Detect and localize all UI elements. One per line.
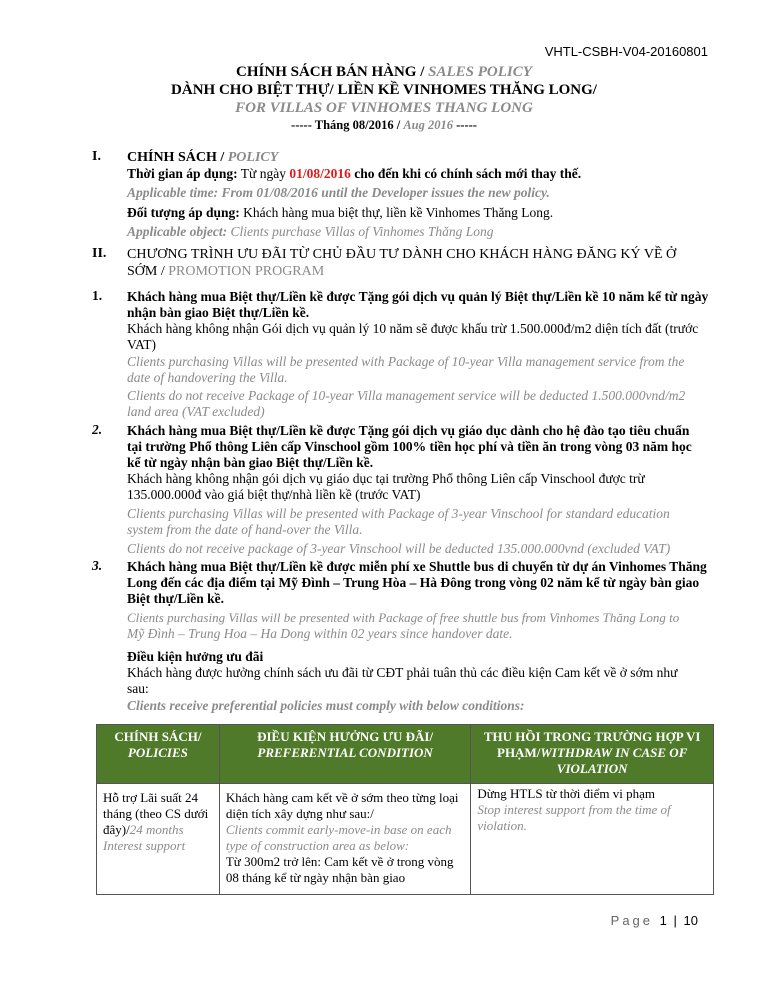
applicable-time-date: 01/08/2016 xyxy=(289,166,351,181)
cell-condition-vi2: Từ 300m2 trở lên: Cam kết về ở trong vòng 08 tháng kể từ ngày nhận bàn giao xyxy=(225,854,454,885)
table-header-withdraw xyxy=(471,725,714,784)
applicable-object-en xyxy=(127,223,717,240)
conditions-vi-line2: sau: xyxy=(127,681,149,696)
subtitle-en: FOR VILLAS OF VINHOMES THANG LONG xyxy=(235,100,533,116)
section-2-title-vi: SỚM / xyxy=(127,264,165,279)
header-policies-vi: CHÍNH SÁCH/ xyxy=(114,729,202,744)
section-2-title-en: PROMOTION PROGRAM xyxy=(168,264,325,279)
conditions-en: Clients receive preferential policies must comply with below conditions: xyxy=(127,698,525,713)
item-1-vi-line1: Khách hàng không nhận Gói dịch vụ quản lý 10 năm sẽ được khấu trừ 1.500.000đ/m2 diện tích đất (trước xyxy=(127,321,699,336)
header-withdraw-vi1: THU HỒI TRONG TRƯỜNG HỢP VI xyxy=(483,729,701,744)
header-withdraw-en2: VIOLATION xyxy=(556,761,628,776)
header-policies-en: POLICIES xyxy=(127,745,188,760)
item-3-number: 3. xyxy=(92,558,103,573)
applicable-object-text: Khách hàng mua biệt thự, liền kề Vinhomes Thăng Long. xyxy=(243,205,554,220)
page-word: Page xyxy=(610,913,654,928)
item-3-en-line1: Clients purchasing Villas will be presented with Package of free shuttle bus from Vinhomes Thăng Long to xyxy=(127,610,680,625)
applicable-time-en xyxy=(127,184,717,201)
table-row xyxy=(97,784,714,895)
section-1-title-en: POLICY xyxy=(227,150,279,165)
cell-policy xyxy=(97,784,220,895)
item-1-number: 1. xyxy=(92,288,103,303)
item-2-en-line1: Clients purchasing Villas will be presented with Package of 3-year Vinschool for standard education xyxy=(127,506,670,521)
item-1-en-line2: date of handovering the Villa. xyxy=(127,370,288,385)
item-1-en2-line1: Clients do not receive Package of 10-year Villa management service will be deducted 1.500.000vnd/m2 xyxy=(127,388,686,403)
cell-condition-vi: Khách hàng cam kết về ở sớm theo từng loại diện tích xây dựng như sau:/ xyxy=(225,790,459,821)
page-separator: | xyxy=(673,913,677,928)
applicable-object-en-text: Clients purchase Villas of Vinhomes Thăng Long xyxy=(230,224,494,239)
applicable-time-pre: Từ ngày xyxy=(240,166,286,181)
item-1-en-line1: Clients purchasing Villas will be presented with Package of 10-year Villa management service from the xyxy=(127,354,685,369)
item-1-vi-line2: VAT) xyxy=(127,337,157,352)
page-number: 1 xyxy=(659,913,667,928)
table-header-row xyxy=(97,725,714,784)
item-1-bold-line2: nhận bàn giao Biệt thự/Liền kề. xyxy=(127,305,310,320)
item-2-bold-line1: Khách hàng mua Biệt thự/Liền kề được Tặng gói dịch vụ giáo dục dành cho hệ đào tạo tiêu chuẩn xyxy=(127,423,690,438)
item-1-en2-line2: land area (VAT excluded) xyxy=(127,404,265,419)
item-3-en-line2: Mỹ Đình – Trung Hoa – Ha Dong within 02 years since handover date. xyxy=(127,626,513,641)
applicable-object-en-label: Applicable object: xyxy=(127,224,228,239)
applicable-time-label: Thời gian áp dụng: xyxy=(127,166,238,181)
section-2-title-line1: CHƯƠNG TRÌNH ƯU ĐÃI TỪ CHỦ ĐẦU TƯ DÀNH CHO KHÁCH HÀNG ĐĂNG KÝ VỀ Ở xyxy=(127,247,677,262)
item-2-bold-line2: tại trường Phổ thông Liên cấp Vinschool gồm 100% tiền học phí và tiền ăn trong vòng 03 năm học xyxy=(127,439,692,454)
title-vi: CHÍNH SÁCH BÁN HÀNG / xyxy=(236,64,425,80)
cell-withdraw xyxy=(471,784,714,895)
applicable-time-post: cho đến khi có chính sách mới thay thế. xyxy=(354,166,582,181)
section-1-title-vi: CHÍNH SÁCH / xyxy=(127,150,225,165)
conditions-vi-line1: Khách hàng được hưởng chính sách ưu đãi từ CĐT phải tuân thủ các điều kiện Cam kết về ở sớm như xyxy=(127,665,678,680)
date-suffix: ----- xyxy=(456,118,477,132)
applicable-time-en-label: Applicable time: xyxy=(127,185,219,200)
cell-policy-vi: Hỗ trợ Lãi suất 24 tháng (theo CS dưới đây)/ xyxy=(103,790,209,837)
item-2-vi-line2: 135.000.000đ vào giá biệt thự/nhà liền kề (trước VAT) xyxy=(127,487,421,502)
item-2-en2-line1: Clients do not receive package of 3-year Vinschool will be deducted 135.000.000vnd (excluded VAT) xyxy=(127,541,671,556)
document-code: VHTL-CSBH-V04-20160801 xyxy=(544,44,708,59)
cell-policy-en: 24 months Interest support xyxy=(103,822,186,853)
page-total: 10 xyxy=(683,913,698,928)
cell-condition-en: Clients commit early-move-in base on each type of construction area as below: xyxy=(225,822,452,853)
item-3-bold-line1: Khách hàng mua Biệt thự/Liền kề được miễn phí xe Shuttle bus di chuyển từ dự án Vinhomes Thăng xyxy=(127,559,707,574)
applicable-object-label: Đối tượng áp dụng: xyxy=(127,205,240,220)
cell-withdraw-vi: Dừng HTLS từ thời điểm vi phạm xyxy=(477,786,656,801)
item-2-bold-line3: kể từ ngày nhận bàn giao Biệt thự/Liền kề. xyxy=(127,455,374,470)
section-2-title-line2 xyxy=(127,263,717,280)
table-header-condition xyxy=(219,725,471,784)
applicable-object xyxy=(127,204,717,221)
cell-withdraw-en: Stop interest support from the time of violation. xyxy=(477,802,671,833)
subtitle-vi: DÀNH CHO BIỆT THỰ/ LIỀN KỀ VINHOMES THĂNG LONG/ xyxy=(171,82,597,98)
page-footer xyxy=(611,913,698,928)
title-en: SALES POLICY xyxy=(428,64,532,80)
header-withdraw-en1: WITHDRAW IN CASE OF xyxy=(540,745,688,760)
item-3-bold-line2: Long đến các địa điểm tại Mỹ Đình – Trung Hòa – Hà Đông trong vòng 02 năm kể từ ngày bàn giao xyxy=(127,575,700,590)
table-header-policies xyxy=(97,725,220,784)
item-2-vi-line1: Khách hàng không nhận gói dịch vụ giáo dục tại trường Phổ thông Liên cấp Vinschool được trừ xyxy=(127,471,645,486)
header-condition-vi: ĐIỀU KIỆN HƯỞNG ƯU ĐÃI/ xyxy=(257,729,434,744)
item-2-en-line2: system from the date of hand-over the Villa. xyxy=(127,522,363,537)
section-1-title xyxy=(127,149,717,166)
policy-table xyxy=(96,724,714,895)
conditions-heading: Điều kiện hưởng ưu đãi xyxy=(127,649,264,664)
section-1-number: I. xyxy=(92,149,101,164)
header-withdraw-vi2: PHẠM/ xyxy=(497,745,541,760)
item-1-bold-line1: Khách hàng mua Biệt thự/Liền kề được Tặng gói dịch vụ quản lý Biệt thự/Liền kề 10 năm kể từ ngày xyxy=(127,289,709,304)
date-line xyxy=(0,118,768,133)
title xyxy=(0,64,768,81)
date-en: Aug 2016 xyxy=(403,118,453,132)
applicable-time xyxy=(127,165,717,182)
applicable-time-en-text: From 01/08/2016 until the Developer issues the new policy. xyxy=(221,185,550,200)
header-condition-en: PREFERENTIAL CONDITION xyxy=(257,745,433,760)
section-2-number: II. xyxy=(92,246,107,261)
item-3-bold-line3: Biệt thự/Liền kề. xyxy=(127,591,224,606)
date-prefix: ----- Tháng 08/2016 / xyxy=(291,118,401,132)
cell-condition xyxy=(219,784,471,895)
item-2-number: 2. xyxy=(92,422,103,437)
